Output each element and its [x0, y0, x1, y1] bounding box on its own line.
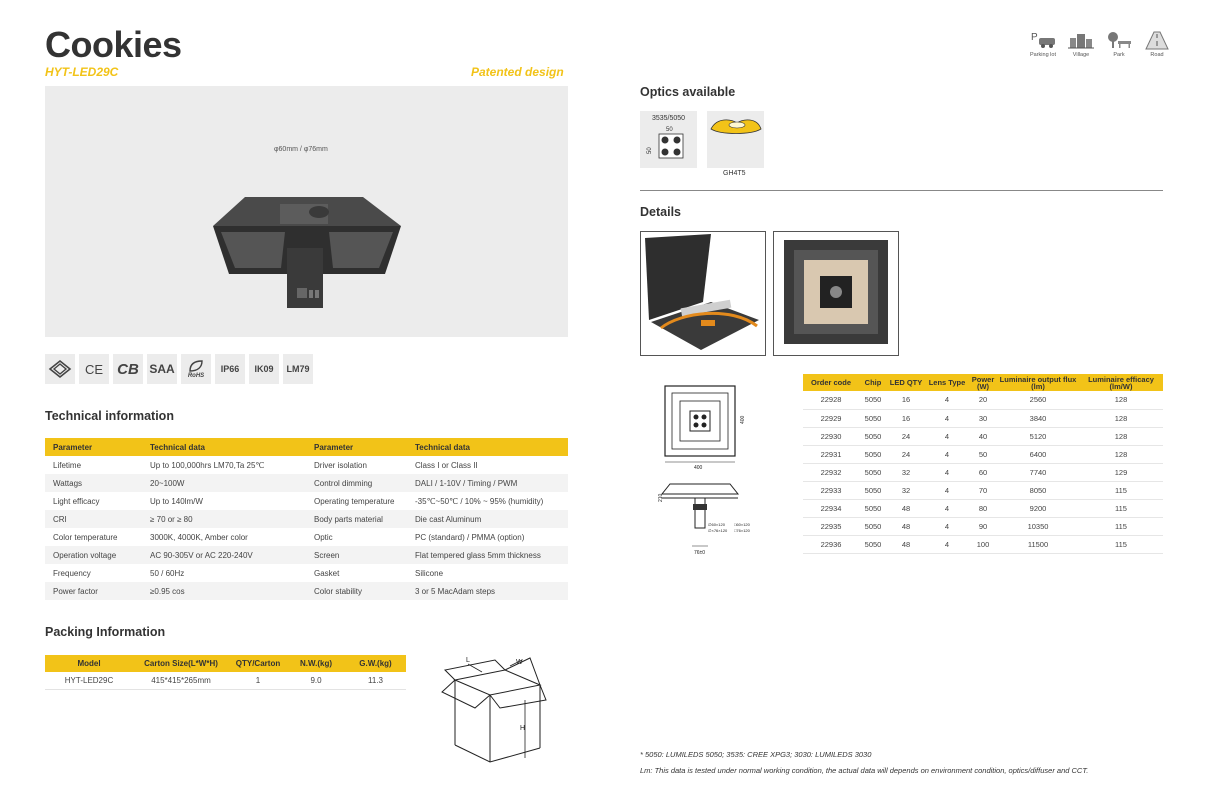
table-row: 22931 5050 24 4 50 6400 128 — [803, 445, 1163, 463]
table-row — [45, 528, 568, 546]
cell: Screen — [306, 546, 407, 564]
column-header: Parameter — [306, 438, 407, 456]
lens-label: GH4T5 — [723, 170, 746, 177]
cb-mark: CB — [113, 354, 143, 384]
cell: AC 90-305V or AC 220-240V — [142, 546, 306, 564]
cell: Operating temperature — [314, 496, 395, 506]
table-row: 22933 5050 32 4 70 8050 115 — [803, 481, 1163, 499]
drawing-opt3: □60×120 — [734, 522, 750, 527]
detail-image-module — [773, 231, 899, 356]
drawing-opt1: ∅60×120 — [708, 522, 725, 527]
cell: 50 / 60Hz — [150, 568, 185, 578]
column-header: Model — [45, 655, 133, 672]
cell: Silicone — [415, 568, 444, 578]
pole-diameter-note: φ60mm / φ76mm — [274, 146, 328, 153]
table-header-row — [45, 438, 568, 456]
column-header: G.W.(kg) — [345, 655, 406, 672]
chip-dim-side: 50 — [647, 147, 653, 154]
carton-length-label: L — [466, 657, 470, 664]
carton-diagram — [440, 650, 550, 765]
table-row — [45, 564, 568, 582]
table-row — [45, 546, 568, 564]
lens-shape-icon — [707, 111, 764, 151]
page-title: Cookies — [45, 24, 182, 65]
cell: 20~100W — [142, 474, 306, 492]
footnote-lm: Lm: This data is tested under normal working condition, the actual data will depends on environment condition, optics/diffuser and CCT. — [640, 766, 1089, 775]
cell: -35℃~50℃ / 10% ~ 95% (humidity) — [415, 496, 544, 506]
model-code: HYT-LED29C — [45, 65, 119, 79]
cell: 9.0 — [287, 672, 345, 689]
rohs-mark: RoHS — [181, 354, 211, 384]
column-header: Parameter — [45, 438, 142, 456]
cell: Power factor — [45, 582, 142, 600]
table-row: 22936 5050 48 4 100 11500 115 — [803, 535, 1163, 553]
column-header: Carton Size(L*W*H) — [133, 655, 229, 672]
column-header: Technical data — [142, 438, 306, 456]
lm79-mark: LM79 — [283, 354, 313, 384]
application-icons — [1027, 30, 1173, 58]
cell: Driver isolation — [314, 460, 367, 470]
luminaire-illustration — [45, 86, 568, 337]
ip66-mark: IP66 — [215, 354, 245, 384]
table-row — [45, 672, 406, 689]
detail-image-open — [640, 231, 766, 356]
chip-layout-icon — [640, 122, 697, 167]
cell: Color stability — [306, 582, 407, 600]
cell: Class I or Class II — [415, 460, 478, 470]
application-village: Village — [1065, 30, 1097, 58]
cell: Up to 140lm/W — [150, 496, 203, 506]
optics-heading: Optics available — [640, 85, 736, 99]
product-image — [45, 86, 568, 337]
column-header: QTY/Carton — [229, 655, 287, 672]
cell: Up to 100,000hrs LM70,Ta 25℃ — [150, 460, 265, 470]
leaf-icon — [188, 359, 204, 373]
ctick-icon — [45, 354, 75, 384]
cell: 415*415*265mm — [133, 672, 229, 689]
column-header: Luminaire output flux (lm) — [997, 374, 1079, 391]
cell: DALI / 1-10V / Timing / PWM — [407, 474, 568, 492]
packing-heading: Packing Information — [45, 625, 166, 639]
cell: Flat tempered glass 5mm thickness — [407, 546, 568, 564]
village-icon — [1067, 30, 1095, 50]
lens-optic-card — [707, 111, 764, 168]
cell: HYT-LED29C — [45, 672, 133, 689]
footnote-chips: * 5050: LUMILEDS 5050; 3535: CREE XPG3; 3030: LUMILEDS 3030 — [640, 750, 872, 759]
column-header: N.W.(kg) — [287, 655, 345, 672]
application-road: Road — [1141, 30, 1173, 58]
drawing-depth: 400 — [740, 415, 746, 424]
cell: 11.3 — [345, 672, 406, 689]
table-row — [45, 510, 568, 528]
table-row: 22935 5050 48 4 90 10350 115 — [803, 517, 1163, 535]
cell: Optic — [314, 532, 333, 542]
ce-mark: CE — [79, 354, 109, 384]
park-icon — [1105, 30, 1133, 50]
cell: Gasket — [314, 568, 340, 578]
section-divider — [640, 190, 1163, 191]
road-icon — [1143, 30, 1171, 50]
table-row: 22929 5050 16 4 30 3840 128 — [803, 409, 1163, 427]
cell: Color temperature — [53, 532, 118, 542]
technical-table — [45, 438, 568, 600]
column-header: Technical data — [407, 438, 568, 456]
cell: Die cast Aluminum — [407, 510, 568, 528]
table-row: 22928 5050 16 4 20 2560 128 — [803, 391, 1163, 409]
patented-label: Patented design — [471, 65, 564, 79]
column-header: Chip — [859, 374, 887, 391]
application-parking-lot: P Parking lot — [1030, 32, 1056, 58]
cell: Frequency — [53, 568, 91, 578]
cell: 3000K, 4000K, Amber color — [150, 532, 248, 542]
table-row — [45, 582, 568, 600]
table-row: 22934 5050 48 4 80 9200 115 — [803, 499, 1163, 517]
cell: Body parts material — [306, 510, 407, 528]
cell: Light efficacy — [53, 496, 100, 506]
packing-table — [45, 655, 406, 690]
saa-mark: SAA — [147, 354, 177, 384]
cell: 1 — [229, 672, 287, 689]
column-header: Power (W) — [969, 374, 997, 391]
chip-optic-card — [640, 111, 697, 168]
table-row: 22930 5050 24 4 40 5120 128 — [803, 427, 1163, 445]
carton-width-label: W — [516, 659, 523, 666]
order-table — [803, 374, 1163, 554]
column-header: Luminaire efficacy (lm/W) — [1079, 374, 1163, 391]
certification-row — [45, 354, 313, 384]
svg-text:P: P — [1031, 32, 1038, 43]
drawing-pole: 76±0 — [694, 550, 706, 556]
cell: ≥ 70 or ≥ 80 — [142, 510, 306, 528]
cell: CRI — [45, 510, 142, 528]
ik09-mark: IK09 — [249, 354, 279, 384]
dimension-drawing — [650, 380, 760, 560]
cell: 3 or 5 MacAdam steps — [407, 582, 568, 600]
table-row — [45, 492, 568, 510]
details-heading: Details — [640, 205, 681, 219]
table-row: 22932 5050 32 4 60 7740 129 — [803, 463, 1163, 481]
drawing-width: 400 — [694, 465, 703, 471]
column-header: Order code — [803, 374, 859, 391]
cell: Operation voltage — [45, 546, 142, 564]
drawing-opt4: □76×120 — [734, 528, 750, 533]
table-row — [45, 474, 568, 492]
table-row — [45, 456, 568, 474]
table-header-row — [45, 655, 406, 672]
cell: Lifetime — [53, 460, 82, 470]
chip-dim-top: 50 — [666, 127, 673, 133]
cell: Control dimming — [306, 474, 407, 492]
cell: PC (standard) / PMMA (option) — [415, 532, 525, 542]
table-header-row — [803, 374, 1163, 391]
column-header: LED QTY — [887, 374, 925, 391]
application-park: Park — [1103, 30, 1135, 58]
drawing-opt2: ∅×76×120 — [708, 528, 728, 533]
technical-heading: Technical information — [45, 409, 174, 423]
drawing-height: 210 — [658, 493, 664, 502]
parking-lot-icon — [1029, 30, 1057, 50]
chip-label: 3535/5050 — [651, 115, 686, 122]
cell: ≥0.95 cos — [142, 582, 306, 600]
cell: Wattags — [45, 474, 142, 492]
column-header: Lens Type — [925, 374, 969, 391]
carton-height-label: H — [520, 725, 526, 732]
